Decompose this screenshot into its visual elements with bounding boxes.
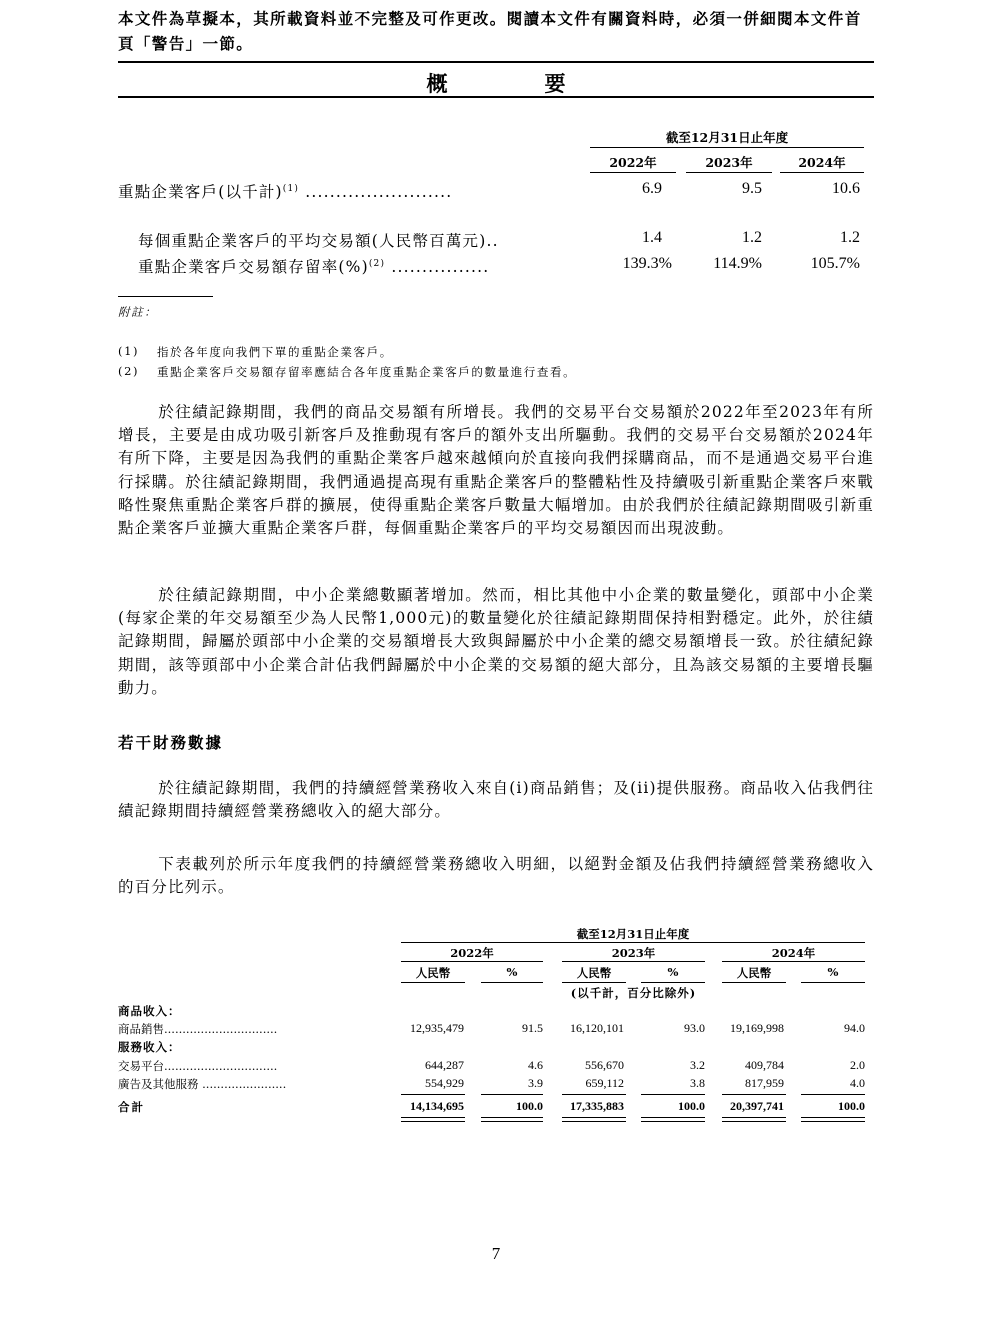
total-cell: 100.0 bbox=[838, 1099, 865, 1113]
table-cell: 94.0 bbox=[844, 1021, 865, 1035]
total-cell: 100.0 bbox=[678, 1099, 705, 1113]
paragraph-table-intro: 下表載列於所示年度我們的持續經營業務總收入明細，以絕對金額及佔我們持續經營業務總收入的百分比列示。 bbox=[118, 855, 874, 897]
table-cell: 3.8 bbox=[690, 1076, 705, 1090]
table-row-label bbox=[118, 180, 452, 202]
subtotal-rule bbox=[562, 1094, 626, 1095]
table-row-label bbox=[118, 1076, 286, 1092]
total-double-rule bbox=[481, 1117, 543, 1122]
table-row-label bbox=[138, 229, 499, 251]
table-cell: 16,120,101 bbox=[570, 1021, 624, 1035]
col-header-rmb: 人民幣 bbox=[415, 966, 451, 980]
note-marker: (1) bbox=[118, 344, 140, 358]
table-cell: 6.9 bbox=[642, 180, 662, 197]
table-cell: 3.2 bbox=[690, 1058, 705, 1072]
group-label: 商品收入： bbox=[118, 1004, 181, 1018]
table-cell: 1.2 bbox=[742, 229, 762, 246]
year-rule bbox=[590, 172, 676, 173]
col-rule bbox=[801, 982, 865, 983]
table-cell: 93.0 bbox=[684, 1021, 705, 1035]
row-label-text: 每個重點企業客戶的平均交易額(人民幣百萬元) bbox=[138, 232, 487, 250]
col-header-pct: % bbox=[506, 965, 518, 979]
footnote-ref: (2) bbox=[368, 258, 386, 269]
col-header-pct: % bbox=[827, 965, 839, 979]
col-rule bbox=[401, 982, 465, 983]
note-text: 重點企業客戶交易額存留率應結合各年度重點企業客戶的數量進行查看。 bbox=[157, 365, 577, 379]
year-header-2024: 2024年 bbox=[771, 946, 816, 960]
page-number: 7 bbox=[491, 1244, 501, 1263]
col-header-rmb: 人民幣 bbox=[736, 966, 772, 980]
table-row-label bbox=[118, 1021, 277, 1037]
draft-notice: 本文件為草擬本，其所載資料並不完整及可作更改。閱讀本文件有關資料時，必須一併細閱本文件首頁「警告」一節。 bbox=[118, 9, 862, 53]
table-cell: 409,784 bbox=[745, 1058, 784, 1072]
table-cell: 19,169,998 bbox=[730, 1021, 784, 1035]
col-header-pct: % bbox=[667, 965, 679, 979]
footnote-ref: (1) bbox=[282, 183, 300, 194]
total-cell: 20,397,741 bbox=[730, 1099, 784, 1113]
unit-note: (以千計，百分比除外) bbox=[570, 986, 697, 1000]
row-label-text: 商品銷售 bbox=[118, 1022, 164, 1036]
total-double-rule bbox=[562, 1117, 626, 1122]
year-rule bbox=[401, 961, 543, 962]
paragraph-sme: 於往績記錄期間，中小企業總數顯著增加。然而，相比其他中小企業的數量變化，頭部中小企業(每家企業的年交易額至少為人民幣1,000元)的數量變化於往績記錄期間保持相對穩定。此外，於往績記錄期間，歸屬於頭部中小企業的交易額增長大致與歸屬於中小企業的總交易額增長一致。於往績紀錄期間，該等頭部中小企業合計佔我們歸屬於中小企業的交易額的絕大部分，且為該交易額的主要增長驅動力。 bbox=[118, 586, 874, 697]
period-rule bbox=[590, 147, 864, 148]
notes-heading: 附註： bbox=[118, 305, 158, 319]
leader-dots: ............................... bbox=[164, 1022, 278, 1036]
table-row-label bbox=[138, 255, 489, 277]
year-rule bbox=[722, 961, 865, 962]
table-cell: 91.5 bbox=[522, 1021, 543, 1035]
table-cell: 817,959 bbox=[745, 1076, 784, 1090]
table-cell: 105.7% bbox=[810, 255, 860, 272]
table-row-label bbox=[118, 1058, 277, 1074]
table-cell: 10.6 bbox=[832, 180, 860, 197]
subtotal-rule bbox=[722, 1094, 786, 1095]
col-rule bbox=[641, 982, 705, 983]
table-cell: 659,112 bbox=[585, 1076, 624, 1090]
notes-rule bbox=[118, 296, 213, 297]
year-rule bbox=[780, 172, 864, 173]
total-double-rule bbox=[801, 1117, 865, 1122]
period-header: 截至12月31日止年度 bbox=[665, 130, 789, 145]
row-label-text: 重點企業客戶交易額存留率(%) bbox=[138, 258, 369, 276]
period-rule bbox=[401, 942, 865, 943]
subtotal-rule bbox=[401, 1094, 465, 1095]
note-text: 指於各年度向我們下單的重點企業客戶。 bbox=[157, 345, 393, 359]
total-label: 合計 bbox=[118, 1100, 145, 1114]
group-label: 服務收入： bbox=[118, 1040, 181, 1054]
year-rule bbox=[562, 961, 705, 962]
total-cell: 17,335,883 bbox=[570, 1099, 624, 1113]
subtotal-rule bbox=[481, 1094, 543, 1095]
table-cell: 644,287 bbox=[425, 1058, 464, 1072]
paragraph-gmv: 於往績記錄期間，我們的商品交易額有所增長。我們的交易平台交易額於2022年至2023年有所增長，主要是由成功吸引新客戶及推動現有客戶的額外支出所驅動。我們的交易平台交易額於2024年有所下降，主要是因為我們的重點企業客戶越來越傾向於直接向我們採購商品，而不是通過交易平台進行採購。於往績記錄期間，我們通過提高現有重點企業客戶的整體粘性及持續吸引新重點企業客戶來戰略性聚焦重點企業客戶群的擴展，使得重點企業客戶數量大幅增加。由於我們於往績記錄期間吸引新重點企業客戶並擴大重點企業客戶群，每個重點企業客戶的平均交易額因而出現波動。 bbox=[118, 403, 874, 538]
total-double-rule bbox=[722, 1117, 786, 1122]
table-cell: 12,935,479 bbox=[410, 1021, 464, 1035]
table-cell: 1.4 bbox=[642, 229, 662, 246]
total-cell: 14,134,695 bbox=[410, 1099, 464, 1113]
table-cell: 556,670 bbox=[585, 1058, 624, 1072]
title-rule bbox=[118, 96, 874, 98]
table-cell: 4.0 bbox=[850, 1076, 865, 1090]
header-rule bbox=[118, 61, 874, 63]
subtotal-rule bbox=[801, 1094, 865, 1095]
leader-dots: ....................... bbox=[198, 1077, 287, 1091]
leader-dots: ............................... bbox=[164, 1059, 278, 1073]
table-cell: 1.2 bbox=[840, 229, 860, 246]
total-double-rule bbox=[401, 1117, 465, 1122]
table-cell: 9.5 bbox=[742, 180, 762, 197]
total-double-rule bbox=[641, 1117, 705, 1122]
col-rule bbox=[481, 982, 543, 983]
leader-dots: ........................ bbox=[299, 183, 453, 201]
paragraph-revenue: 於往績記錄期間，我們的持續經營業務收入來自(i)商品銷售；及(ii)提供服務。商品收入佔我們往績記錄期間持續經營業務總收入的絕大部分。 bbox=[118, 779, 874, 821]
table-cell: 554,929 bbox=[425, 1076, 464, 1090]
table-cell: 4.6 bbox=[528, 1058, 543, 1072]
total-cell: 100.0 bbox=[516, 1099, 543, 1113]
row-label-text: 交易平台 bbox=[118, 1059, 164, 1073]
year-rule bbox=[686, 172, 772, 173]
subtotal-rule bbox=[641, 1094, 705, 1095]
table-cell: 114.9% bbox=[713, 255, 762, 272]
leader-dots: ................ bbox=[385, 258, 490, 276]
year-header-2024: 2024年 bbox=[798, 155, 846, 170]
table-cell: 3.9 bbox=[528, 1076, 543, 1090]
section-heading: 若干財務數據 bbox=[118, 733, 224, 752]
leader-dots: .. bbox=[486, 232, 499, 250]
row-label-text: 重點企業客戶(以千計) bbox=[118, 183, 283, 201]
col-rule bbox=[722, 982, 786, 983]
col-rule bbox=[562, 982, 626, 983]
year-header-2023: 2023年 bbox=[705, 155, 753, 170]
table-cell: 139.3% bbox=[622, 255, 672, 272]
page-title: 概 要 bbox=[426, 71, 604, 96]
year-header-2023: 2023年 bbox=[611, 946, 656, 960]
col-header-rmb: 人民幣 bbox=[576, 966, 612, 980]
row-label-text: 廣告及其他服務 bbox=[118, 1077, 199, 1091]
note-marker: (2) bbox=[118, 364, 140, 378]
year-header-2022: 2022年 bbox=[609, 155, 657, 170]
table-cell: 2.0 bbox=[850, 1058, 865, 1072]
year-header-2022: 2022年 bbox=[450, 946, 494, 960]
period-header: 截至12月31日止年度 bbox=[576, 927, 690, 941]
